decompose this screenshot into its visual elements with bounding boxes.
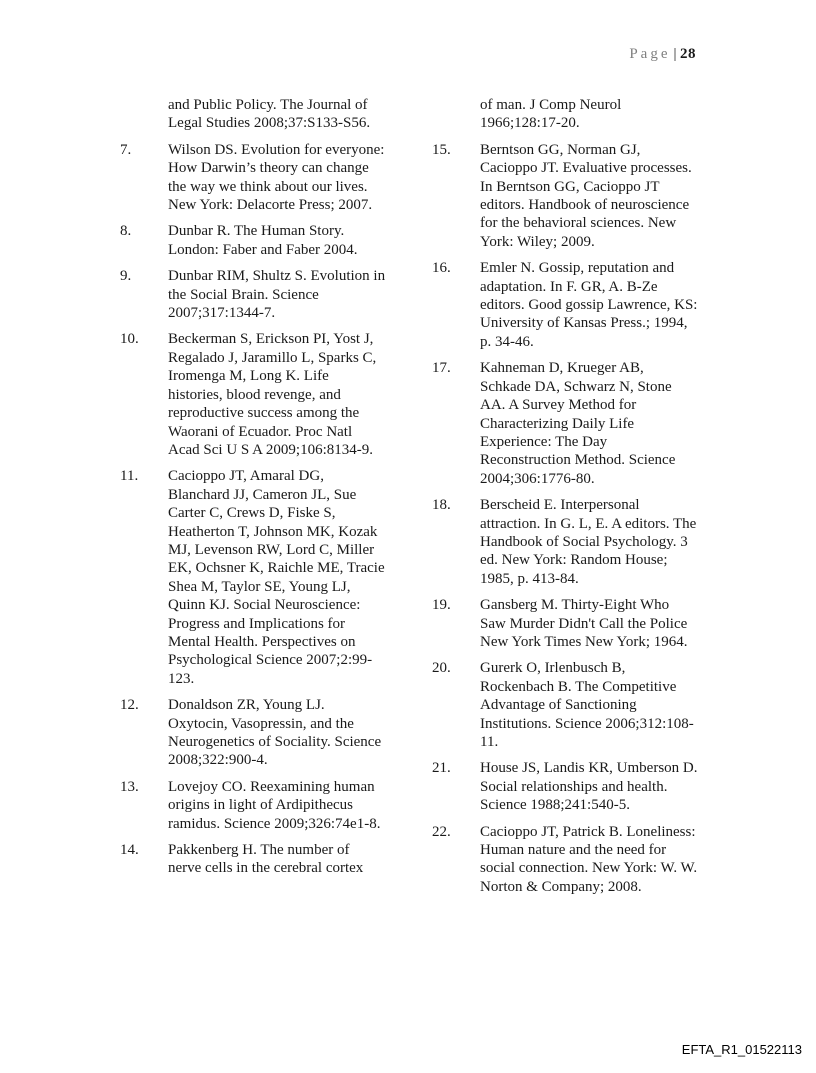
reference-text: Kahneman D, Krueger AB, Schkade DA, Schwarz N, Stone AA. A Survey Method for Characterizing Daily Life Experience: The Day Reconstruction Method. Science 2004;306:1776-80. [480,360,676,487]
reference-item-22 [432,823,732,897]
document-id: EFTA_R1_01522113 [681,1042,802,1057]
reference-text: of man. J Comp Neurol 1966;128:17-20. [480,97,622,132]
reference-item-19 [432,596,732,651]
reference-number: 17. [432,360,451,377]
reference-text: Cacioppo JT, Amaral DG, Blanchard JJ, Cameron JL, Sue Carter C, Crews D, Fiske S, Heatherton T, Johnson MK, Kozak MJ, Levenson RW, Lord C, Miller EK, Ochsner K, Raichle ME, Tracie Shea M, Taylor SE, Young LJ, Quinn KJ. Social Neuroscience: Progress and Implications for Mental Health. Perspectives on Psychological Science 2007;2:99-123. [168,468,385,687]
reference-item-21 [432,759,732,814]
reference-text: Dunbar R. The Human Story. London: Faber and Faber 2004. [168,223,358,258]
reference-number: 16. [432,260,451,277]
header-separator: | [673,46,677,62]
reference-item-9 [120,267,420,322]
reference-number: 18. [432,497,451,514]
reference-number: 20. [432,660,451,677]
reference-text: Donaldson ZR, Young LJ. Oxytocin, Vasopressin, and the Neurogenetics of Sociality. Science 2008;322:900-4. [168,697,382,769]
reference-number: 13. [120,778,139,795]
reference-number: 15. [432,141,451,158]
reference-number: 8. [120,223,132,240]
reference-text: Lovejoy CO. Reexamining human origins in light of Ardipithecus ramidus. Science 2009;326:74e1-8. [168,778,381,832]
reference-number: 21. [432,760,451,777]
reference-text: and Public Policy. The Journal of Legal Studies 2008;37:S133-S56. [168,97,371,132]
reference-text: Berntson GG, Norman GJ, Cacioppo JT. Evaluative processes. In Berntson GG, Cacioppo JT editors. Handbook of neuroscience for the behavioral sciences. New York: Wiley; 2009. [480,141,692,250]
reference-continuation [432,96,732,133]
reference-item-14 [120,841,420,878]
reference-text: Cacioppo JT, Patrick B. Loneliness: Human nature and the need for social connection. New York: W. W. Norton & Company; 2008. [480,823,698,895]
reference-item-16 [432,259,732,351]
reference-text: Pakkenberg H. The number of nerve cells in the cerebral cortex [168,842,364,877]
page-label: Page [629,46,671,62]
references-left-column [120,96,420,886]
reference-item-10 [120,330,420,459]
reference-item-17 [432,359,732,488]
reference-number: 19. [432,597,451,614]
reference-text: Gurerk O, Irlenbusch B, Rockenbach B. The Competitive Advantage of Sanctioning Institutions. Science 2006;312:108-11. [480,660,694,750]
reference-item-13 [120,778,420,833]
reference-continuation [120,96,420,133]
reference-item-7 [120,141,420,215]
reference-text: Berscheid E. Interpersonal attraction. In G. L, E. A editors. The Handbook of Social Psychology. 3 ed. New York: Random House; 1985, p. 413-84. [480,497,697,587]
reference-item-18 [432,496,732,588]
reference-number: 14. [120,842,139,859]
reference-item-20 [432,659,732,751]
reference-number: 11. [120,468,139,485]
reference-number: 7. [120,141,132,158]
reference-text: Emler N. Gossip, reputation and adaptation. In F. GR, A. B-Ze editors. Good gossip Lawrence, KS: University of Kansas Press.; 1994, p. 34-46. [480,260,698,350]
reference-text: Beckerman S, Erickson PI, Yost J, Regalado J, Jaramillo L, Sparks C, Iromenga M, Long K. Life histories, blood revenge, and reproductive success among the Waorani of Ecuador. Proc Natl Acad Sci U S A 2009;106:8134-9. [168,331,377,458]
reference-item-15 [432,141,732,251]
reference-number: 10. [120,331,139,348]
reference-item-12 [120,696,420,770]
page-header [629,46,696,63]
reference-text: Gansberg M. Thirty-Eight Who Saw Murder Didn't Call the Police New York Times New York; 1964. [480,597,688,650]
reference-item-8 [120,222,420,259]
reference-text: Wilson DS. Evolution for everyone: How Darwin’s theory can change the way we think about our lives. New York: Delacorte Press; 2007. [168,141,385,214]
reference-text: Dunbar RIM, Shultz S. Evolution in the Social Brain. Science 2007;317:1344-7. [168,268,386,322]
reference-text: House JS, Landis KR, Umberson D. Social relationships and health. Science 1988;241:540-5. [480,760,698,814]
references-right-column [432,96,732,904]
page-number: 28 [680,46,696,62]
reference-item-11 [120,467,420,688]
reference-number: 22. [432,823,451,840]
reference-number: 12. [120,697,139,714]
reference-number: 9. [120,268,132,285]
